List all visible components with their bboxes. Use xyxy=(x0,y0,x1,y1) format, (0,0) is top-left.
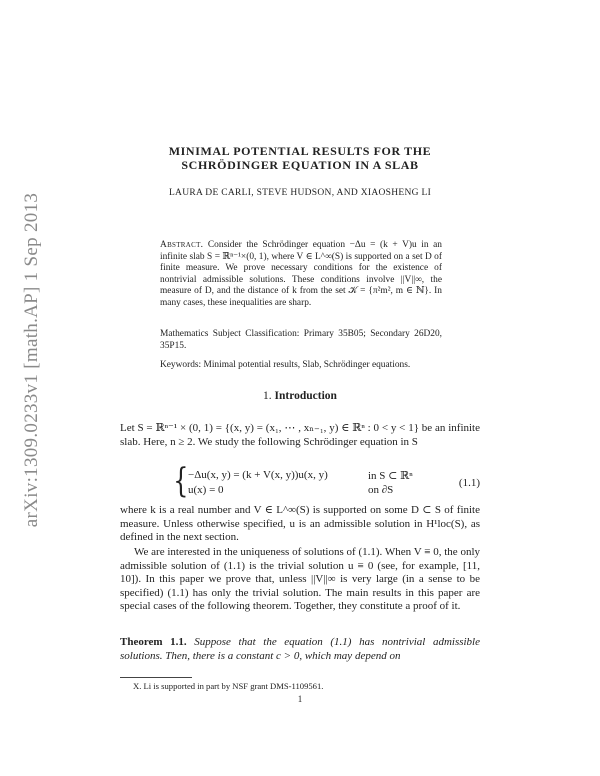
intro-paragraph-1: Let S = ℝⁿ⁻¹ × (0, 1) = {(x, y) = (x₁, ⋯ , xₙ₋₁, y) ∈ ℝⁿ : 0 < y < 1} be an infinite slab. Here, n ≥ 2. We study the following Schrödinger equation in S xyxy=(120,422,480,448)
intro-paragraph-2: where k is a real number and V ∈ L^∞(S) is supported on some D ⊂ S of finite measure. Unless otherwise specified, u is an admissible solution in H¹loc(S), as defined in the next section. xyxy=(120,504,480,544)
abstract-label: Abstract. xyxy=(160,240,204,250)
title-line-1: MINIMAL POTENTIAL RESULTS FOR THE xyxy=(168,144,432,158)
abstract-text: Consider the Schrödinger equation −Δu = (k + V)u in an infinite slab S = ℝⁿ⁻¹×(0, 1), where V ∈ L^∞(S) is supported on a set D of finite measure. We prove necessary conditions for the existence of nontrivial admissible solutions. These conditions involve ||V||∞, the measure of D, and the distance of k from the set 𝒦 = {π²m², m ∈ ℕ}. In many cases, these inequalities are sharp. xyxy=(160,240,442,308)
subject-classification: Mathematics Subject Classification: Primary 35B05; Secondary 26D20, 35P15. xyxy=(160,329,442,351)
equation-line-2-left: u(x) = 0 xyxy=(188,484,224,496)
paper-title xyxy=(120,144,480,172)
section-title: Introduction xyxy=(274,390,337,402)
title-line-2: SCHRÖDINGER EQUATION IN A SLAB xyxy=(181,158,419,172)
abstract xyxy=(160,240,442,310)
footnote: X. Li is supported in part by NSF grant DMS-1109561. xyxy=(133,681,324,691)
equation-1-1 xyxy=(160,461,480,501)
left-brace: { xyxy=(173,461,189,501)
page-number: 1 xyxy=(297,694,303,704)
arxiv-identifier-sidebar xyxy=(14,170,50,550)
section-heading xyxy=(120,390,480,402)
theorem-label: Theorem 1.1. xyxy=(120,636,187,648)
theorem-1-1 xyxy=(120,636,480,663)
intro-paragraph-3: We are interested in the uniqueness of solutions of (1.1). When V ≡ 0, the only admissible solution of (1.1) is the trivial solution u ≡ 0 (see, for example, [11, 10]). In this paper we prove that, unless ||V||∞ is very large (in a sense to be specified) (1.1) has only the trivial solution. The main results in this paper are special cases of the following theorem. Together, they constitute a proof of it. xyxy=(120,546,480,613)
section-number: 1. xyxy=(263,390,272,402)
equation-number: (1.1) xyxy=(458,477,480,489)
equation-line-1-right: in S ⊂ ℝⁿ xyxy=(368,470,413,482)
author-list: LAURA DE CARLI, STEVE HUDSON, AND XIAOSHENG LI xyxy=(168,188,432,198)
theorem-text: Suppose that the equation (1.1) has nontrivial admissible solutions. Then, there is a constant c > 0, which may depend on xyxy=(120,636,480,662)
footnote-rule xyxy=(120,677,192,678)
arxiv-identifier: arXiv:1309.0233v1 [math.AP] 1 Sep 2013 xyxy=(21,192,42,528)
keywords: Keywords: Minimal potential results, Slab, Schrödinger equations. xyxy=(160,360,411,370)
equation-line-1-left: −Δu(x, y) = (k + V(x, y))u(x, y) xyxy=(188,469,328,481)
equation-line-2-right: on ∂S xyxy=(368,484,394,496)
